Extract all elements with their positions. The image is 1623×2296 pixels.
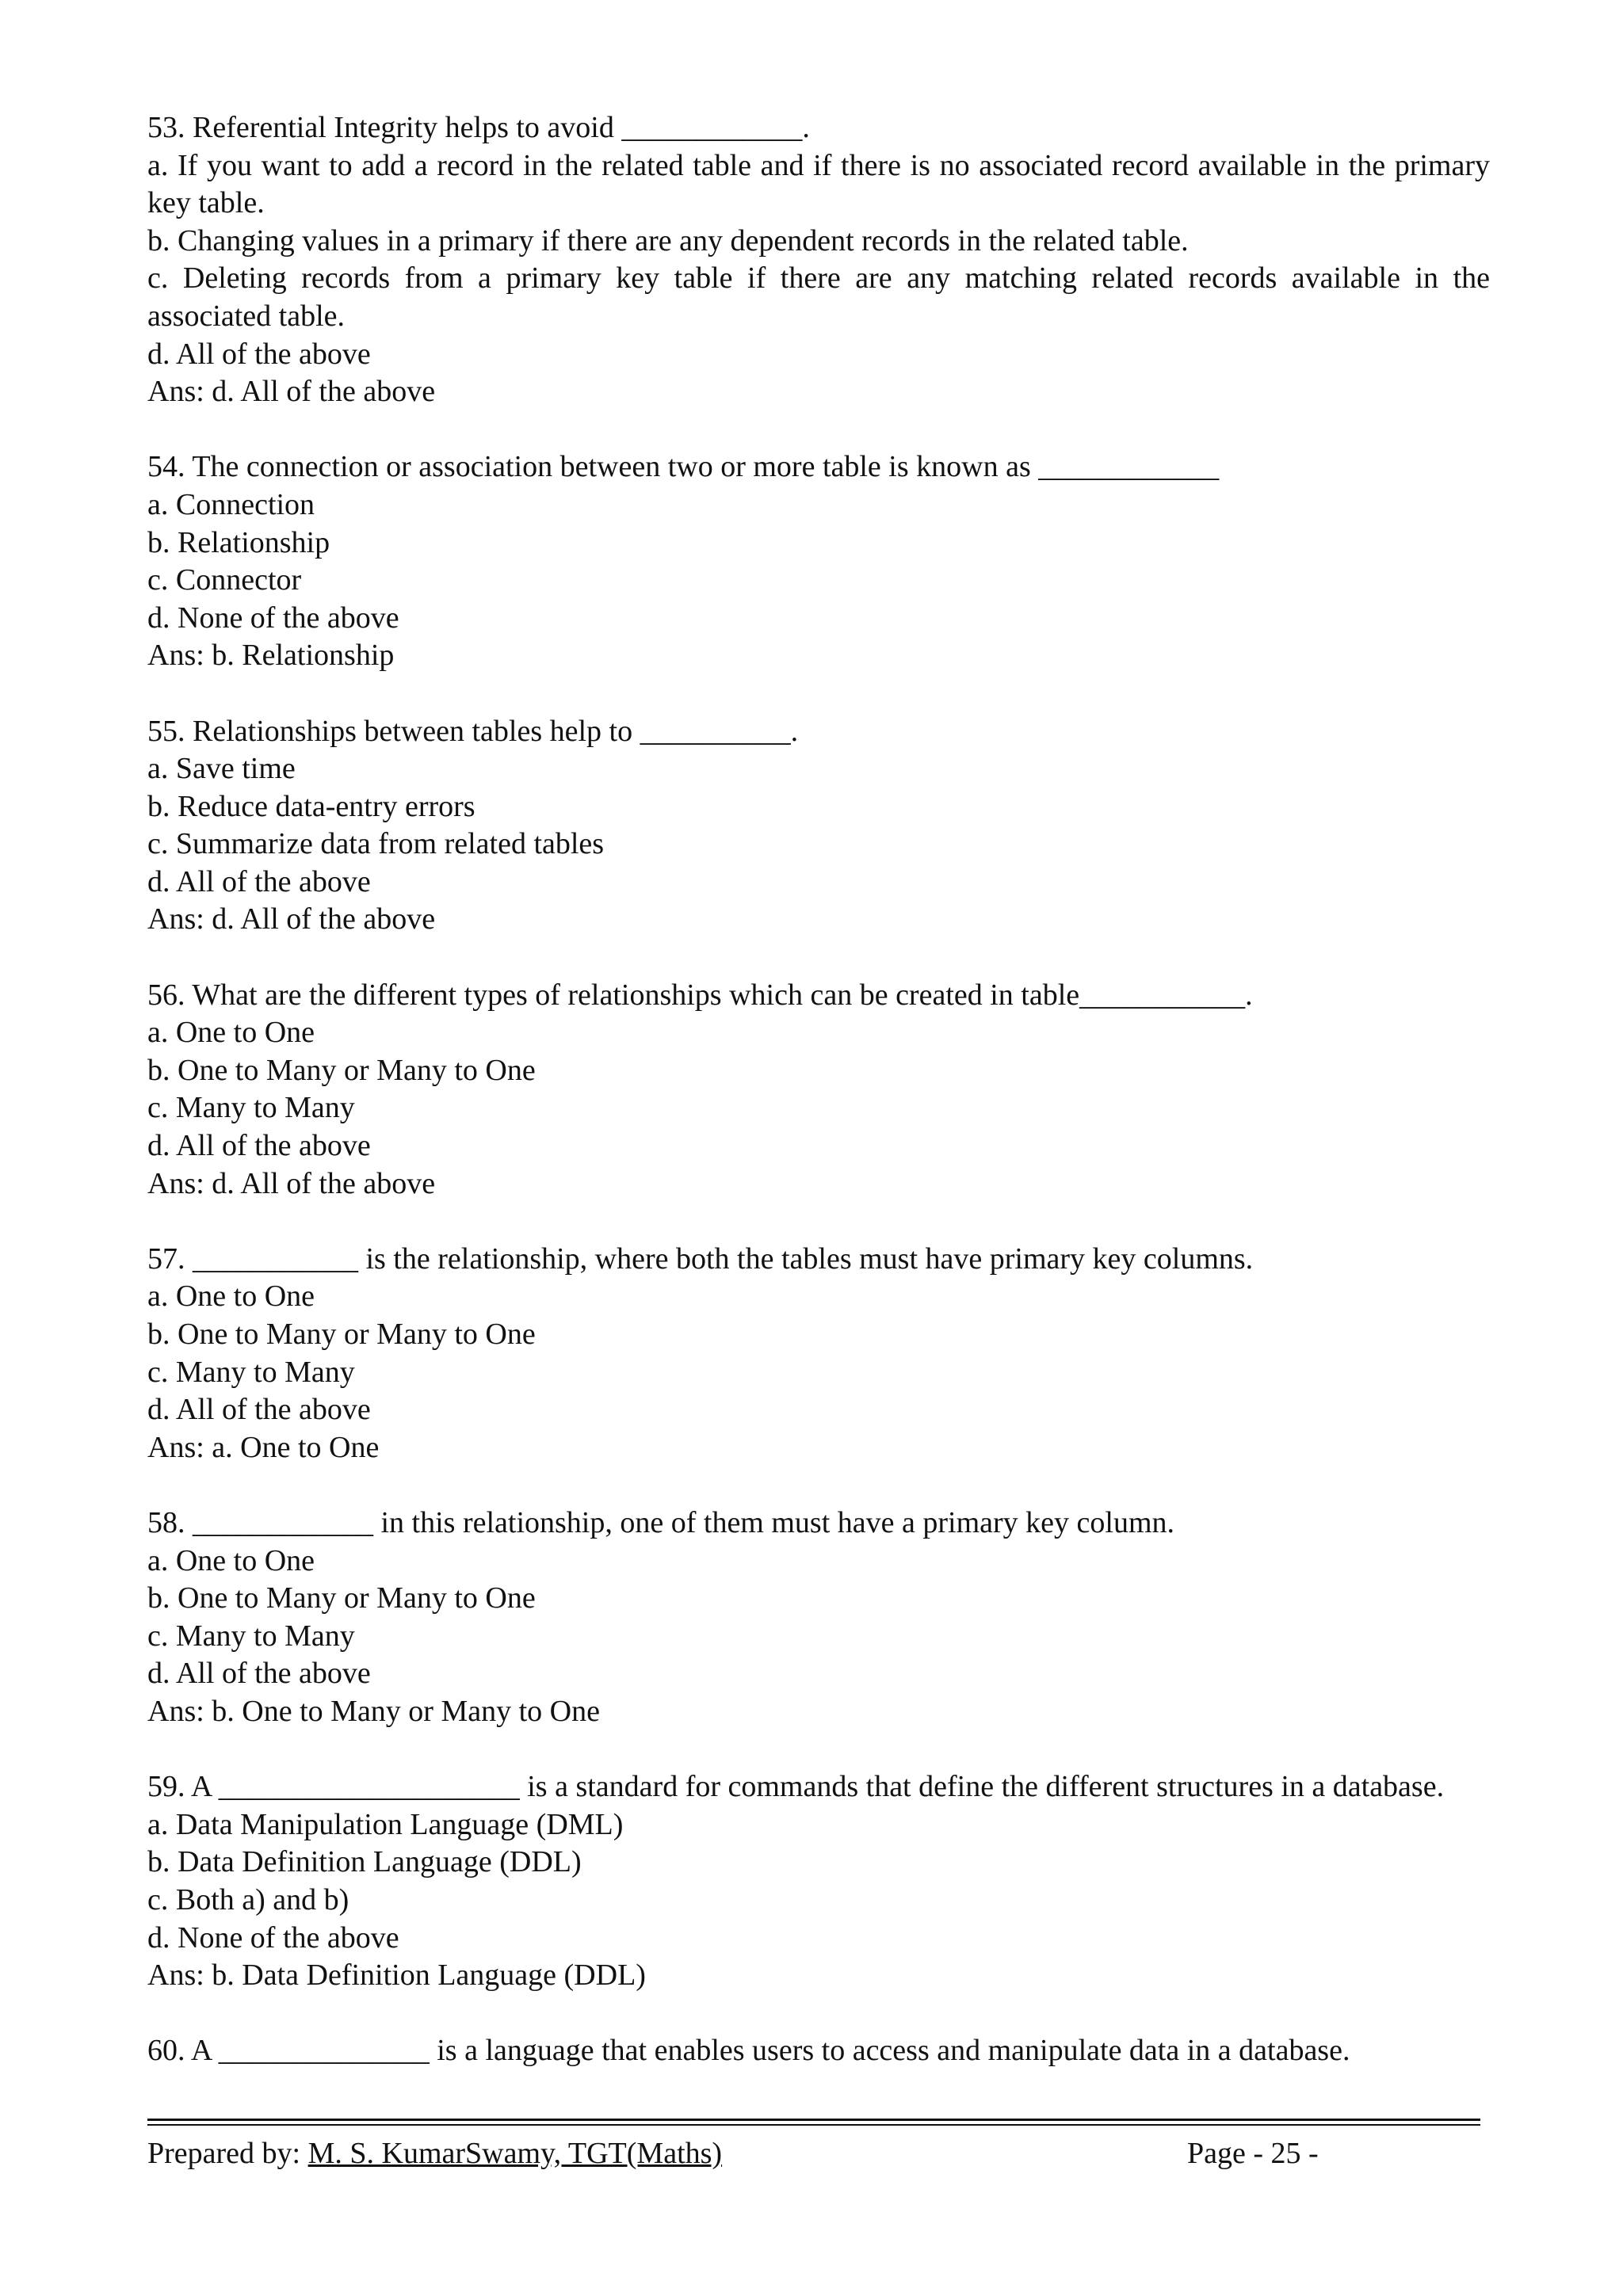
answer-option: c. Summarize data from related tables <box>147 827 605 861</box>
question-block <box>147 2032 1490 2070</box>
answer-key: Ans: b. Data Definition Language (DDL) <box>147 1958 646 1993</box>
answer-option: a. Data Manipulation Language (DML) <box>147 1807 624 1841</box>
answer-option: a. Save time <box>147 752 296 786</box>
answer-option: b. Changing values in a primary if there are any dependent records in the related table. <box>147 223 1189 257</box>
answer-option: c. Deleting records from a primary key table if there are any matching related records available in the associated table. <box>147 261 1498 333</box>
author-name: M. S. KumarSwamy, TGT(Maths) <box>307 2137 723 2170</box>
answer-key: Ans: d. All of the above <box>147 375 436 409</box>
answer-option: a. One to One <box>147 1280 315 1314</box>
question-block <box>147 1768 1490 1995</box>
answer-option: b. One to Many or Many to One <box>147 1053 536 1087</box>
answer-option: d. All of the above <box>147 1393 371 1427</box>
answer-option: d. All of the above <box>147 864 371 898</box>
answer-option: c. Many to Many <box>147 1355 355 1389</box>
answer-option: d. None of the above <box>147 601 399 635</box>
answer-option: b. One to Many or Many to One <box>147 1581 536 1615</box>
answer-option: d. None of the above <box>147 1920 399 1955</box>
question-stem: 60. A ______________ is a language that enables users to access and manipulate data in a database. <box>147 2034 1350 2068</box>
answer-option: b. Relationship <box>147 525 330 559</box>
question-stem: 56. What are the different types of relationships which can be created in table___________. <box>147 978 1253 1012</box>
answer-option: b. One to Many or Many to One <box>147 1318 536 1351</box>
question-stem: 55. Relationships between tables help to __________. <box>147 714 799 748</box>
answer-option: c. Many to Many <box>147 1619 355 1653</box>
answer-key: Ans: d. All of the above <box>147 1166 436 1200</box>
question-list <box>147 109 1498 2070</box>
answer-option: c. Both a) and b) <box>147 1882 349 1917</box>
question-block <box>147 448 1490 675</box>
footer-divider-inner <box>147 2124 1480 2126</box>
answer-key: Ans: b. Relationship <box>147 639 395 673</box>
answer-option: c. Many to Many <box>147 1091 355 1125</box>
answer-option: a. One to One <box>147 1016 315 1050</box>
answer-key: Ans: d. All of the above <box>147 902 436 936</box>
answer-option: a. If you want to add a record in the related table and if there is no associated record available in the primary key table. <box>147 148 1498 220</box>
prepared-by-label: Prepared by: <box>147 2137 308 2170</box>
question-stem: 57. ___________ is the relationship, where both the tables must have primary key columns. <box>147 1241 1254 1276</box>
question-stem: 53. Referential Integrity helps to avoid ____________. <box>147 111 810 144</box>
question-block <box>147 713 1490 940</box>
question-block <box>147 977 1490 1203</box>
page-number: Page - 25 - <box>1187 2137 1319 2170</box>
footer-divider <box>147 2119 1480 2121</box>
question-stem: 58. ____________ in this relationship, one of them must have a primary key column. <box>147 1505 1175 1539</box>
answer-option: a. One to One <box>147 1543 315 1577</box>
answer-option: b. Data Definition Language (DDL) <box>147 1845 582 1879</box>
answer-key: Ans: b. One to Many or Many to One <box>147 1694 600 1728</box>
answer-option: b. Reduce data-entry errors <box>147 789 475 823</box>
question-block <box>147 109 1498 411</box>
answer-key: Ans: a. One to One <box>147 1430 380 1464</box>
answer-option: d. All of the above <box>147 1129 371 1163</box>
question-block <box>147 1505 1490 1731</box>
answer-option: d. All of the above <box>147 1657 371 1691</box>
footer-credit <box>147 2135 722 2172</box>
question-stem: 59. A ____________________ is a standard for commands that define the different structures in a database. <box>147 1770 1445 1804</box>
question-block <box>147 1241 1490 1467</box>
answer-option: a. Connection <box>147 487 315 521</box>
question-stem: 54. The connection or association between two or more table is known as ____________ <box>147 450 1220 484</box>
answer-option: c. Connector <box>147 563 302 597</box>
answer-option: d. All of the above <box>147 337 371 371</box>
